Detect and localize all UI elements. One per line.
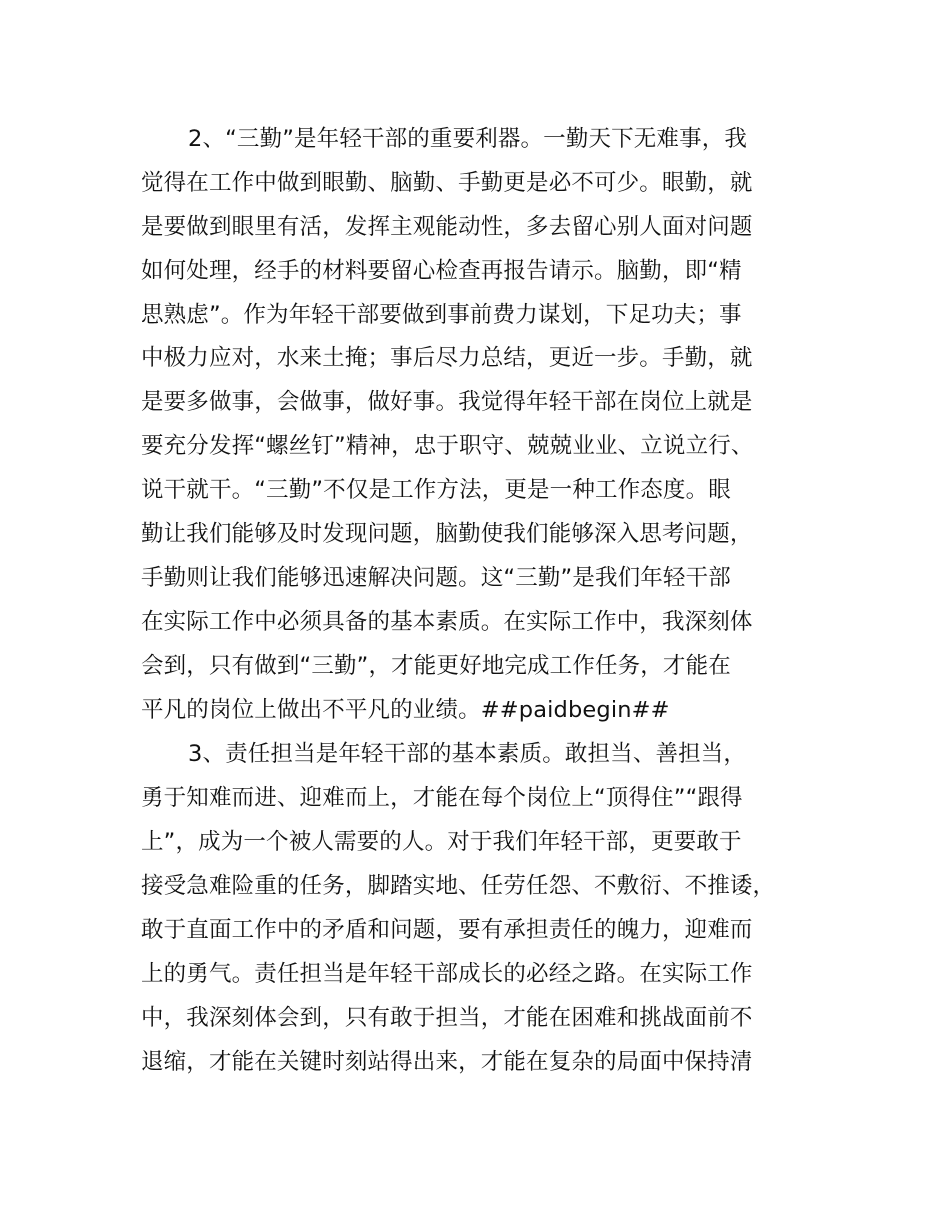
paragraph-2 (141, 118, 841, 732)
paragraph-line: 是要多做事，会做事，做好事。我觉得年轻干部在岗位上就是 (141, 389, 753, 416)
paragraph-3 (141, 733, 841, 1084)
paragraph-line: 上”，成为一个被人需要的人。对于我们年轻干部，更要敢于 (141, 829, 742, 856)
paragraph-line: 平凡的岗位上做出不平凡的业绩。##paidbegin## (141, 696, 670, 723)
paragraph-line: 退缩，才能在关键时刻站得出来，才能在复杂的局面中保持清 (141, 1048, 753, 1075)
paragraph-line: 勤让我们能够及时发现问题，脑勤使我们能够深入思考问题， (141, 521, 753, 548)
paragraph-line: 接受急难险重的任务，脚踏实地、任劳任怨、不敷衍、不推诿， (141, 873, 776, 900)
paragraph-line: 会到，只有做到“三勤”，才能更好地完成工作任务，才能在 (141, 652, 731, 679)
paragraph-line: 是要做到眼里有活，发挥主观能动性，多去留心别人面对问题 (141, 213, 753, 240)
paragraph-line: 敢于直面工作中的矛盾和问题，要有承担责任的魄力，迎难而 (141, 917, 753, 944)
paragraph-line: 手勤则让我们能够迅速解决问题。这“三勤”是我们年轻干部 (141, 564, 731, 591)
paragraph-line: 在实际工作中必须具备的基本素质。在实际工作中，我深刻体 (141, 608, 753, 635)
paragraph-line: 2、“三勤”是年轻干部的重要利器。一勤天下无难事，我 (188, 126, 748, 152)
paragraph-line: 中，我深刻体会到，只有敢于担当，才能在困难和挑战面前不 (141, 1004, 753, 1031)
paragraph-line: 觉得在工作中做到眼勤、脑勤、手勤更是必不可少。眼勤，就 (141, 169, 753, 196)
document-body (141, 118, 841, 1085)
paragraph-line: 中极力应对，水来土掩；事后尽力总结，更近一步。手勤，就 (141, 345, 753, 372)
paragraph-line: 思熟虑”。作为年轻干部要做到事前费力谋划，下足功夫；事 (141, 301, 742, 328)
paragraph-line: 如何处理，经手的材料要留心检查再报告请示。脑勤，即“精 (141, 257, 742, 284)
paragraph-line: 勇于知难而进、迎难而上，才能在每个岗位上“顶得住”“跟得 (141, 785, 743, 812)
paragraph-line: 3、责任担当是年轻干部的基本素质。敢担当、善担当， (188, 741, 747, 768)
paragraph-line: 要充分发挥“螺丝钉”精神，忠于职守、兢兢业业、立说立行、 (141, 433, 754, 460)
paragraph-line: 上的勇气。责任担当是年轻干部成长的必经之路。在实际工作 (141, 960, 753, 987)
paragraph-line: 说干就干。“三勤”不仅是工作方法，更是一种工作态度。眼 (141, 477, 731, 504)
